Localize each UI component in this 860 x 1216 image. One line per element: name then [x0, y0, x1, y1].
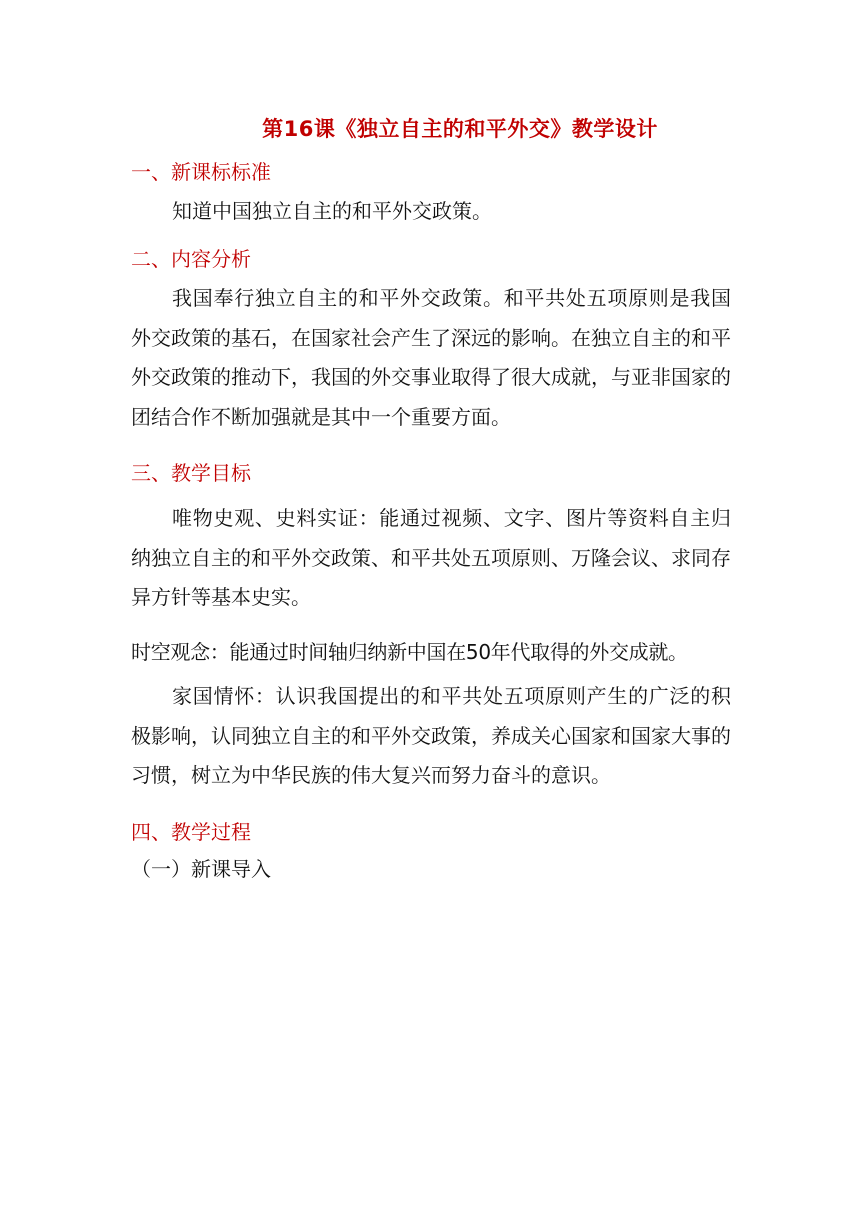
document-title: 第16课《独立自主的和平外交》教学设计	[262, 117, 658, 141]
analysis-paragraph: 我国奉行独立自主的和平外交政策。和平共处五项原则是我国外交政策的基石，在国家社会产生了深远的影响。在独立自主的和平外交政策的推动下，我国的外交事业取得了很大成就，与亚非国家的团结合作不断加强就是其中一个重要方面。	[131, 286, 731, 429]
goal-line-spacetime: 时空观念：能通过时间轴归纳新中国在50年代取得的外交成就。	[131, 640, 688, 664]
section-heading-goals: 三、教学目标	[131, 461, 251, 485]
process-subheading-intro: （一）新课导入	[131, 857, 271, 881]
section-heading-process: 四、教学过程	[131, 820, 251, 844]
standard-paragraph: 知道中国独立自主的和平外交政策。	[172, 199, 492, 223]
goal-paragraph-history: 唯物史观、史料实证：能通过视频、文字、图片等资料自主归纳独立自主的和平外交政策、和平共处五项原则、万隆会议、求同存异方针等基本史实。	[131, 506, 731, 609]
section-heading-analysis: 二、内容分析	[131, 247, 251, 271]
goal-paragraph-patriotism: 家国情怀：认识我国提出的和平共处五项原则产生的广泛的积极影响，认同独立自主的和平外交政策，养成关心国家和国家大事的习惯，树立为中华民族的伟大复兴而努力奋斗的意识。	[131, 684, 731, 787]
section-heading-standard: 一、新课标标准	[131, 160, 271, 184]
